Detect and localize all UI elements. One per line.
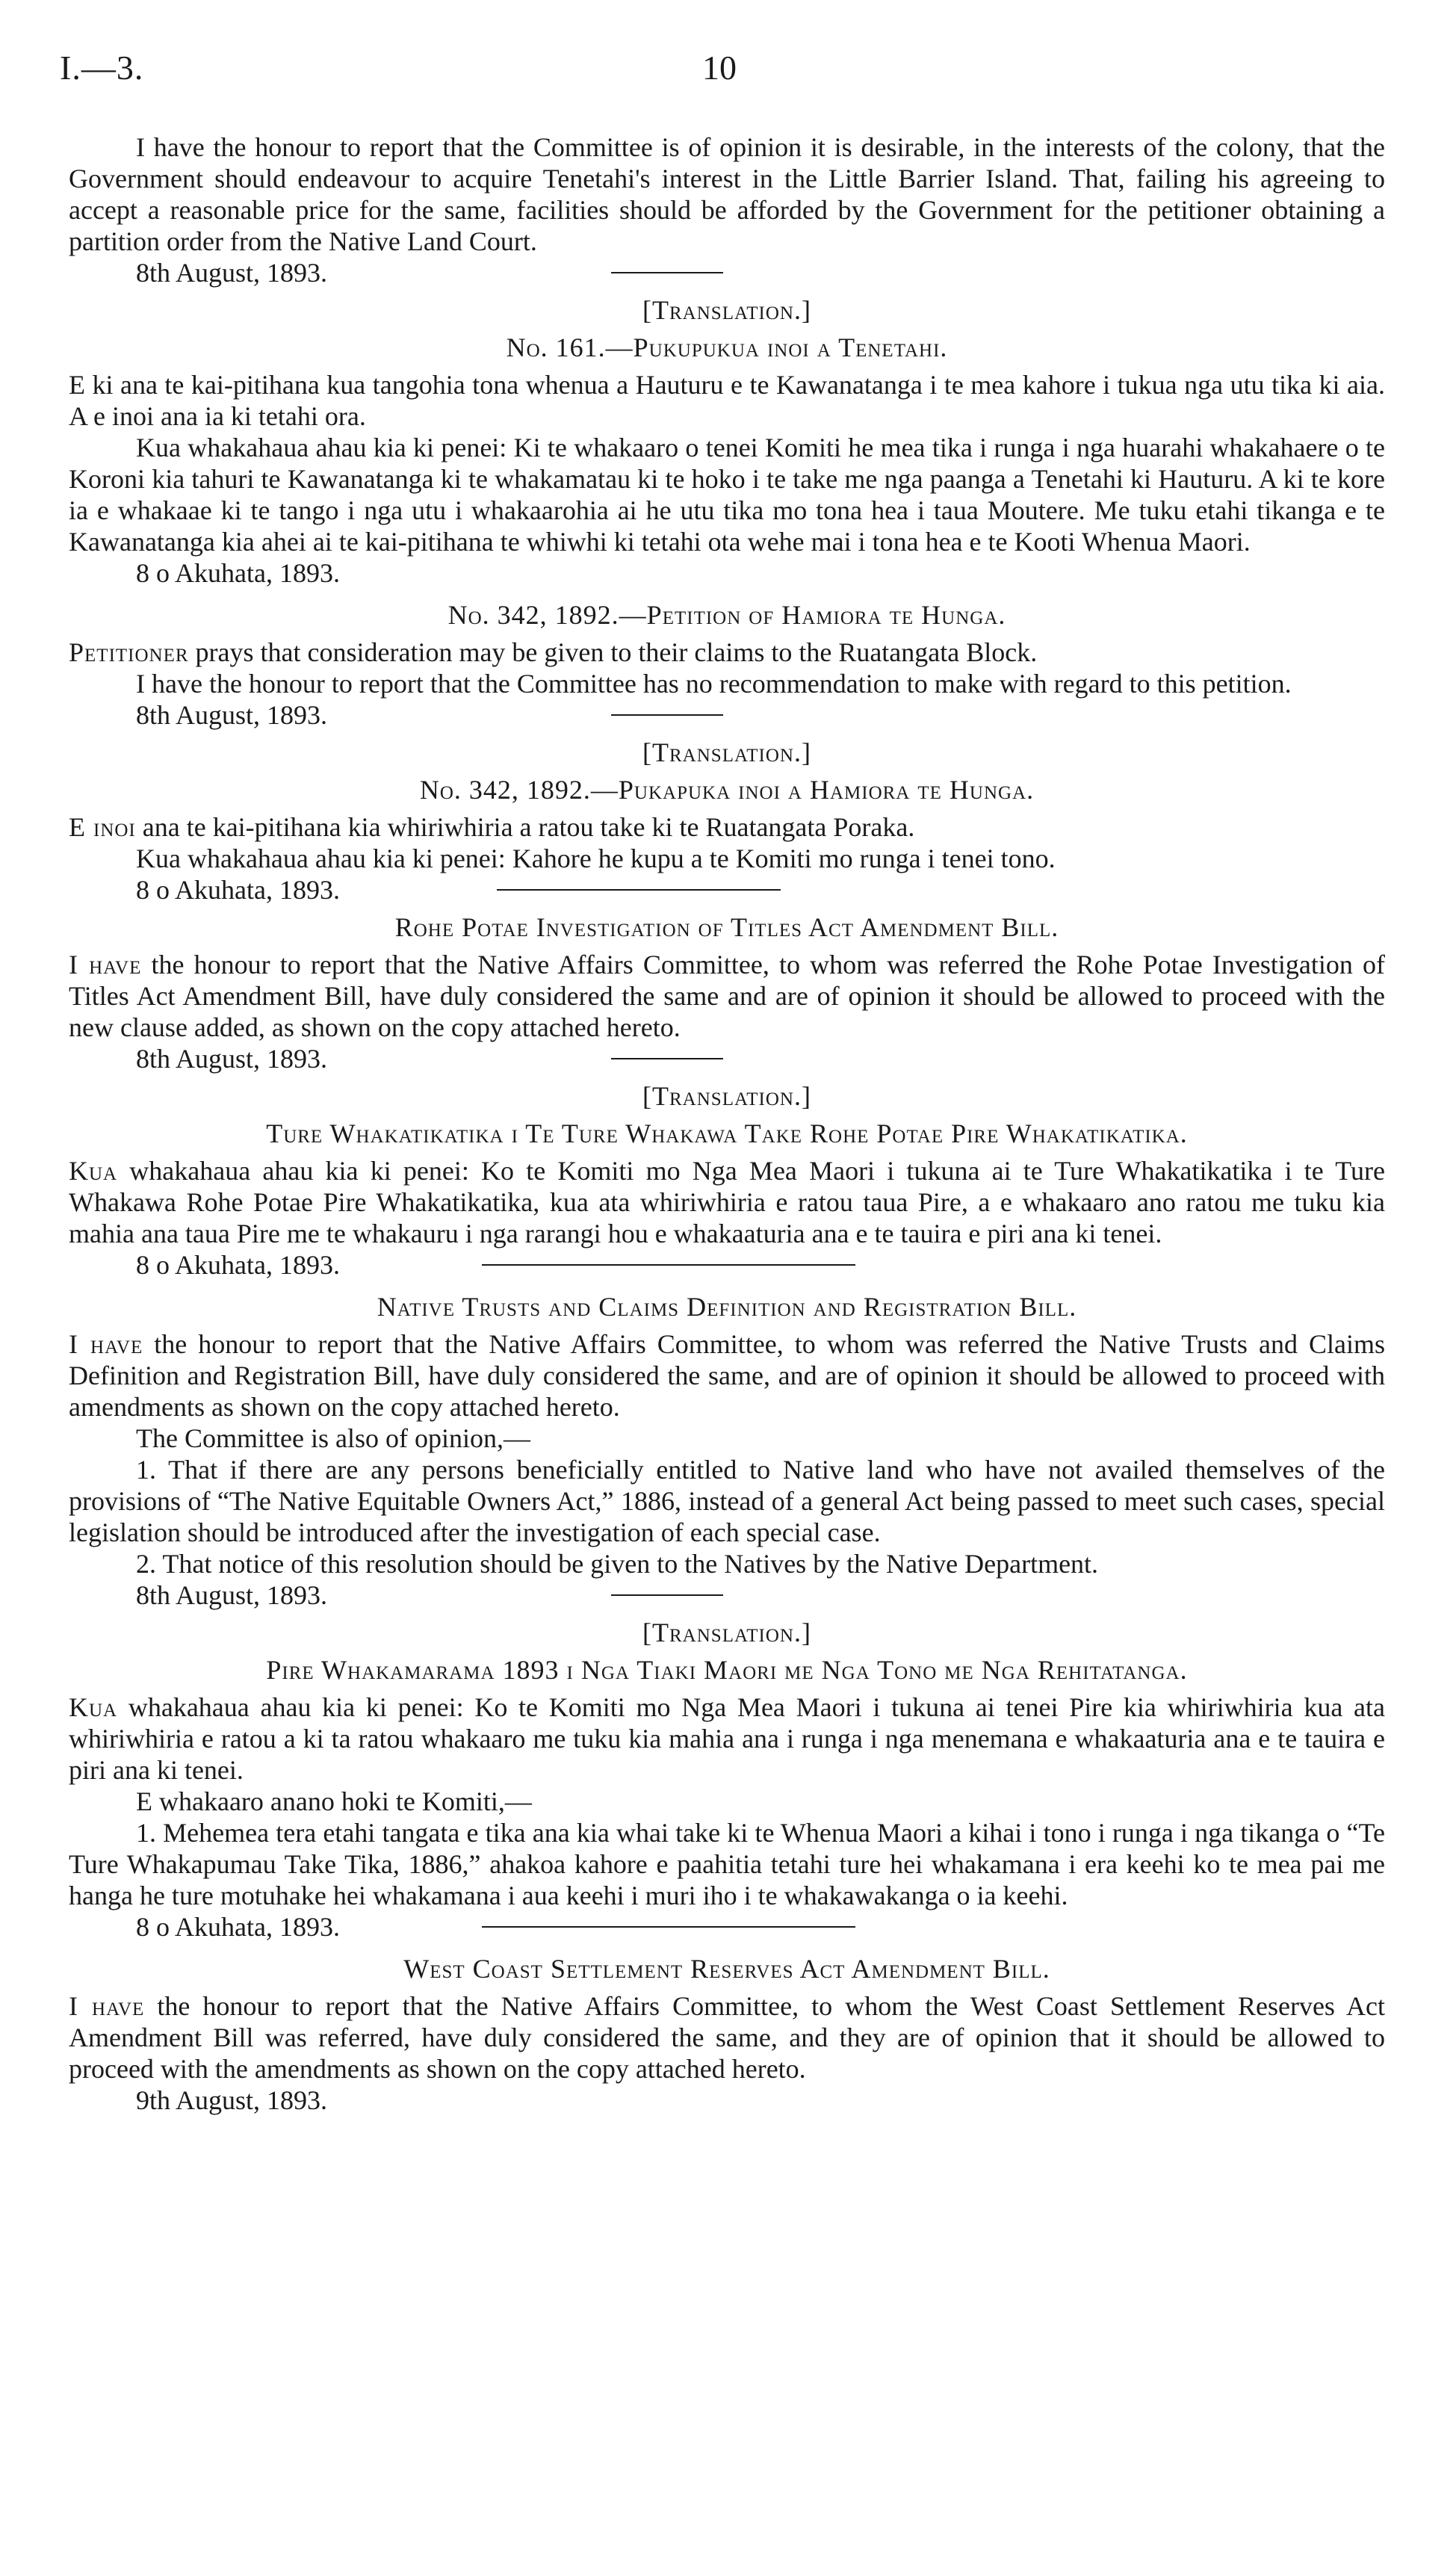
section-title: Native Trusts and Claims Definition and Registration Bill.	[377, 1292, 1077, 1322]
report-paragraph	[69, 1328, 1385, 1423]
lead-word: I have	[69, 1991, 145, 2021]
translation-title: No. 161.—Pukupukua inoi a Tenetahi.	[506, 332, 948, 362]
separator-rule	[611, 714, 723, 716]
lead-word: Kua	[69, 1156, 118, 1186]
page-number: 10	[702, 49, 737, 87]
translation-label: [Translation.]	[642, 1618, 811, 1647]
report-text: the honour to report that the Native Affairs Committee, to whom was referred the Native Trusts and Claims Definition and Registration Bill, have duly considered the same, and are of opinion it should be allowed to proceed with amendments as shown on the copy attached hereto.	[69, 1329, 1386, 1422]
report-paragraph: I have the honour to report that the Committee is of opinion it is desirable, in the interests of the colony, that the Government should endeavour to acquire Tenetahi's interest in the Little Barrier Island. That, failing his agreeing to accept a reasonable price for the same, facilities should be afforded by the Government for the petitioner obtaining a partition order from the Native Land Court.	[69, 132, 1385, 256]
section-title: West Coast Settlement Reserves Act Amendment Bill.	[403, 1954, 1050, 1984]
report-text: the honour to report that the Native Affairs Committee, to whom the West Coast Settlement Reserves Act Amendment Bill was referred, have duly considered the same, and they are of opinion that it should be allowed to proceed with the amendments as shown on the copy attached hereto.	[69, 1991, 1385, 2084]
translation-label: [Translation.]	[642, 1081, 811, 1111]
report-date: 8th August, 1893.	[136, 1580, 328, 1610]
translation-item: 1. Mehemea tera etahi tangata e tika ana kia whai take ki te Whenua Maori a kihai i tono i runga i nga tikanga o “Te Ture Whakapumau Take Tika, 1886,” ahakoa kahore e paahitia tetahi ture hei whakamana i era keehi ko te mea pai me hanga he ture motuhake hei whakamana i aua keehi i muri iho i te whakawakanga o ia keehi.	[69, 1818, 1385, 1910]
translation-date: 8 o Akuhata, 1893.	[136, 875, 340, 905]
section-rule	[482, 1926, 855, 1928]
translation-paragraph: E whakaaro anano hoki te Komiti,—	[136, 1786, 532, 1816]
report-paragraph	[69, 1990, 1385, 2085]
report-paragraph: I have the honour to report that the Committee has no recommendation to make with regard to this petition.	[136, 669, 1292, 699]
section-rule	[482, 1264, 855, 1266]
translation-text: ana te kai-pitihana kia whiriwhiria a ratou take ki te Ruatangata Poraka.	[135, 812, 915, 842]
translation-text: whakahaua ahau kia ki penei: Ko te Komiti mo Nga Mea Maori i tukuna ai te Ture Whakatikatika i te Ture Whakawa Rohe Potae Pire Whakatikatika, kua ata whiriwhiria e ratou taua Pire, a e whakaaro ano ratou me tuku kia mahia ana taua Pire me te whakauru i nga rarangi hou e whakaaturia ana e te tauira e piri ana ki tenei.	[69, 1156, 1385, 1248]
lead-word: I have	[69, 1329, 143, 1359]
lead-word: Kua	[69, 1692, 118, 1722]
report-date: 8th August, 1893.	[136, 258, 328, 288]
translation-date: 8 o Akuhata, 1893.	[136, 1250, 340, 1280]
translation-paragraph: Kua whakahaua ahau kia ki penei: Kahore he kupu a te Komiti mo runga i tenei tono.	[136, 844, 1056, 873]
translation-paragraph: Kua whakahaua ahau kia ki penei: Ki te whakaaro o tenei Komiti he mea tika i runga i nga huarahi whakahaere o te Koroni kia tahuri te Kawanatanga ki te whakamatau ki te hoko i te take me nga paanga a Tenetahi ki Hauturu. A ki te kore ia e whakaae ki te tango i nga utu i whakaarohia ai he utu tika mo tona hea i taua Moutere. Me tuku etahi tikanga e te Kawanatanga kia ahei ai te kai-pitihana te whiwhi ki tetahi ota wehe mai i tona hea e te Kooti Whenua Maori.	[69, 433, 1385, 557]
report-date: 9th August, 1893.	[136, 2085, 328, 2115]
separator-rule	[611, 1594, 723, 1596]
date-row	[69, 1043, 1385, 1074]
resolution-item: 2. That notice of this resolution should be given to the Natives by the Native Department.	[136, 1549, 1099, 1579]
section-title: No. 342, 1892.—Petition of Hamiora te Hunga.	[447, 600, 1006, 630]
translation-label: [Translation.]	[642, 295, 811, 325]
translation-paragraph	[69, 1692, 1385, 1786]
separator-rule	[611, 1058, 723, 1059]
translation-title: Ture Whakatikatika i Te Ture Whakawa Take Rohe Potae Pire Whakatikatika.	[266, 1118, 1188, 1148]
translation-title: Pire Whakamarama 1893 i Nga Tiaki Maori me Nga Tono me Nga Rehitatanga.	[266, 1655, 1188, 1685]
translation-title: No. 342, 1892.—Pukapuka inoi a Hamiora te Hunga.	[419, 775, 1035, 805]
translation-paragraph	[69, 811, 1385, 843]
lead-word: Petitioner	[69, 637, 189, 667]
translation-date: 8 o Akuhata, 1893.	[136, 558, 340, 588]
separator-rule	[611, 272, 723, 273]
petition-text: prays that consideration may be given to their claims to the Ruatangata Block.	[188, 637, 1038, 667]
report-paragraph: The Committee is also of opinion,—	[136, 1423, 530, 1453]
translation-date: 8 o Akuhata, 1893.	[136, 1912, 340, 1942]
report-paragraph	[69, 949, 1385, 1043]
date-row	[69, 874, 1385, 906]
translation-text: whakahaua ahau kia ki penei: Ko te Komiti mo Nga Mea Maori i tukuna ai tenei Pire kia whiriwhiria kua ata whiriwhiria e ratou a ki ta ratou whakaaro me tuku kia mahia ana i runga i nga menemana e whakaaturia ana e te tauira e piri ana ki tenei.	[69, 1692, 1385, 1785]
report-date: 8th August, 1893.	[136, 1044, 328, 1074]
date-row	[69, 1911, 1385, 1943]
resolution-item: 1. That if there are any persons beneficially entitled to Native land who have not availed themselves of the provisions of “The Native Equitable Owners Act,” 1886, instead of a general Act being passed to meet such cases, special legislation should be introduced after the investigation of each special case.	[69, 1455, 1385, 1547]
paper-reference: I.—3.	[60, 49, 144, 87]
translation-paragraph	[69, 1155, 1385, 1249]
petition-summary	[69, 637, 1385, 668]
date-row	[69, 257, 1385, 288]
date-row	[69, 1579, 1385, 1611]
document-body	[69, 131, 1385, 2116]
date-row	[69, 1249, 1385, 1281]
section-rule	[497, 889, 781, 891]
report-text: the honour to report that the Native Affairs Committee, to whom was referred the Rohe Potae Investigation of Titles Act Amendment Bill, have duly considered the same and are of opinion it should be allowed to proceed with the new clause added, as shown on the copy attached hereto.	[69, 950, 1385, 1042]
lead-word: E inoi	[69, 812, 136, 842]
date-row	[69, 699, 1385, 731]
translation-label: [Translation.]	[642, 737, 811, 767]
lead-word: I have	[69, 950, 142, 980]
translation-paragraph: E ki ana te kai-pitihana kua tangohia tona whenua a Hauturu e te Kawanatanga i te mea kahore i tukua nga utu tika ki aia. A e inoi ana ia ki tetahi ora.	[69, 370, 1385, 431]
report-date: 8th August, 1893.	[136, 700, 328, 730]
section-title: Rohe Potae Investigation of Titles Act Amendment Bill.	[394, 912, 1059, 942]
